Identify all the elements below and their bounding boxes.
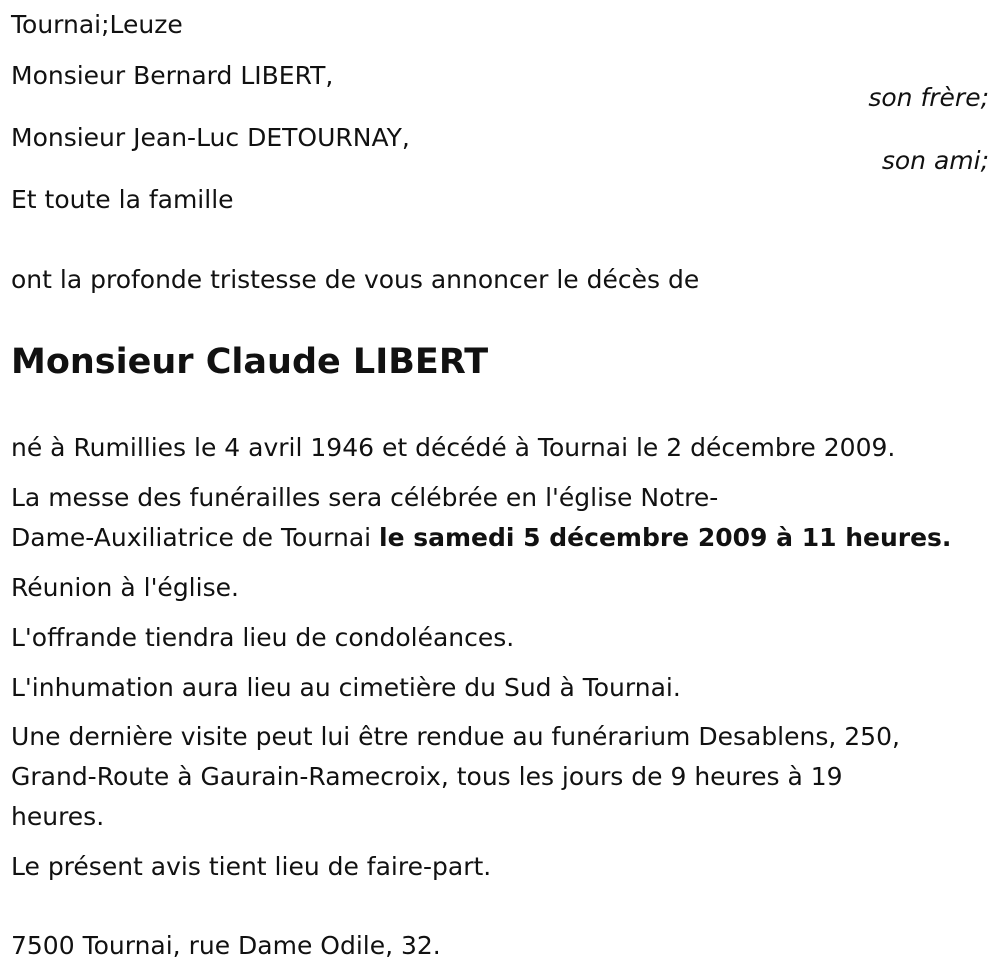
mass-line-2 — [11, 518, 951, 558]
mass-location-text: Dame-Auxiliatrice de Tournai — [11, 523, 380, 552]
mass-datetime: le samedi 5 décembre 2009 à 11 heures. — [379, 523, 952, 552]
birth-death-line: né à Rumillies le 4 avril 1946 et décédé à Tournai le 2 décembre 2009. — [11, 433, 896, 462]
deceased-name: Monsieur Claude LIBERT — [11, 342, 489, 382]
visit-line-1: Une dernière visite peut lui être rendue au funérarium Desablens, 250, — [11, 722, 900, 751]
location-header: Tournai;Leuze — [11, 10, 183, 39]
visit-line-2: Grand-Route à Gaurain-Ramecroix, tous les jours de 9 heures à 19 — [11, 762, 843, 791]
burial-line: L'inhumation aura lieu au cimetière du Sud à Tournai. — [11, 673, 681, 702]
mass-line-1: La messe des funérailles sera célébrée en l'église Notre- — [11, 483, 719, 512]
address-line: 7500 Tournai, rue Dame Odile, 32. — [11, 931, 441, 960]
family-line: Et toute la famille — [11, 185, 234, 214]
visit-line-3: heures. — [11, 802, 105, 831]
mourner-relation: son frère; — [868, 83, 989, 112]
reunion-line: Réunion à l'église. — [11, 573, 239, 602]
mourner-name: Monsieur Jean-Luc DETOURNAY, — [11, 123, 410, 152]
announcement-text: ont la profonde tristesse de vous annoncer le décès de — [11, 265, 700, 294]
mourner-relation: son ami; — [881, 146, 989, 175]
notice-line: Le présent avis tient lieu de faire-part. — [11, 852, 492, 881]
offering-line: L'offrande tiendra lieu de condoléances. — [11, 623, 515, 652]
mourner-name: Monsieur Bernard LIBERT, — [11, 61, 334, 90]
